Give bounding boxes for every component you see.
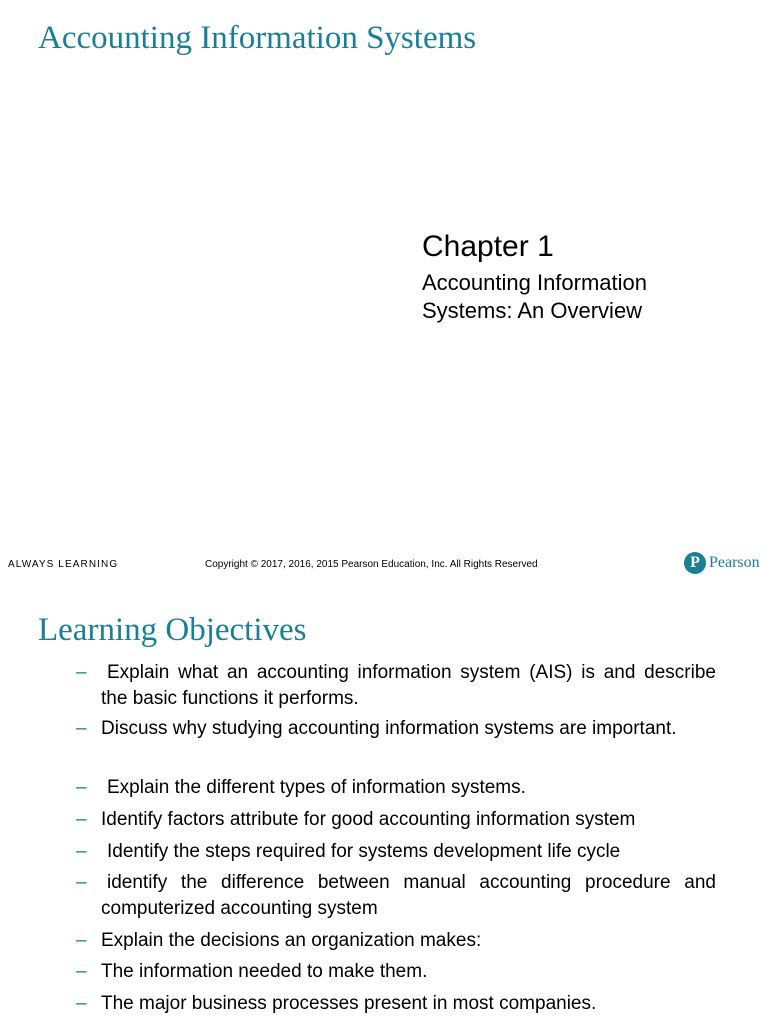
list-item — [76, 959, 716, 985]
list-item — [76, 775, 716, 801]
bullet-dash: – — [76, 777, 87, 798]
objective-text: The information needed to make them. — [101, 961, 428, 982]
bullet-dash: – — [76, 961, 87, 982]
list-item — [76, 839, 716, 865]
objectives-slide — [0, 582, 768, 1024]
chapter-subtitle: Accounting Information Systems: An Overview — [422, 270, 648, 323]
pearson-logo — [684, 552, 760, 574]
list-item — [76, 991, 716, 1017]
objective-text: Identify factors attribute for good accounting information system — [101, 809, 636, 830]
list-item — [76, 928, 716, 954]
bullet-dash: – — [76, 809, 87, 830]
bullet-dash: – — [76, 841, 87, 862]
objective-text: Discuss why studying accounting information systems are important. — [101, 718, 677, 739]
objective-text: The major business processes present in most companies. — [101, 993, 597, 1014]
bullet-dash: – — [76, 872, 87, 893]
list-item — [76, 716, 716, 742]
bullet-dash: – — [76, 718, 87, 739]
bullet-dash: – — [76, 930, 87, 951]
objective-text: Explain the decisions an organization makes: — [101, 930, 482, 951]
footer-copyright: Copyright © 2017, 2016, 2015 Pearson Education, Inc. All Rights Reserved — [205, 559, 538, 570]
objective-text: Identify the steps required for systems development life cycle — [107, 841, 621, 862]
objectives-list — [0, 582, 768, 1024]
bullet-dash: – — [76, 993, 87, 1014]
footer-tagline: ALWAYS LEARNING — [8, 559, 119, 570]
slide-title: Learning Objectives — [38, 612, 307, 648]
list-item — [76, 807, 716, 833]
bullet-dash: – — [76, 662, 87, 683]
chapter-number: Chapter 1 — [422, 230, 554, 263]
list-item — [76, 870, 716, 922]
objective-text: Explain the different types of information systems. — [107, 777, 526, 798]
list-item — [76, 660, 716, 712]
objective-text: Explain what an accounting information system (AIS) is and describe the basic functions it performs. — [101, 662, 716, 709]
objective-text: identify the difference between manual accounting procedure and computerized accounting system — [101, 872, 716, 919]
pearson-logo-text: Pearson — [709, 554, 760, 571]
pearson-logo-icon: P — [684, 552, 706, 574]
slide-title: Accounting Information Systems — [38, 20, 477, 56]
